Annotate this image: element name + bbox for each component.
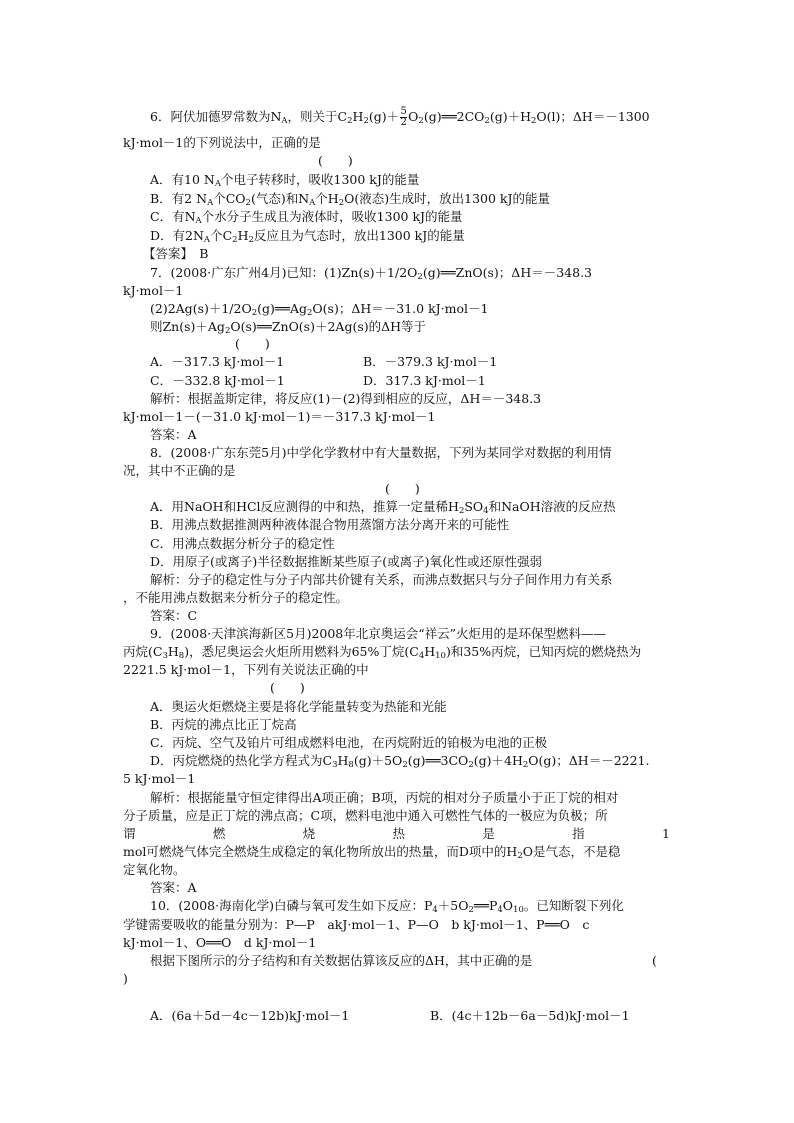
q10-stem-line1: 10．(2008·海南化学)白磷与氧可发生如下反应：$P_4+5O_2══P_4O_{10}$。已知断裂下列化 — [150, 898, 624, 915]
q9-solution-line2: 分子质量，应是正丁烷的沸点高；C项，燃料电池中通入可燃性气体的一极应为负极；所 — [123, 808, 608, 823]
q8-option-b: B．用沸点数据推测两种液体混合物用蒸馏方法分离开来的可能性 — [150, 517, 510, 532]
q7-option-a: A．－317.3 kJ·mol－1 — [150, 354, 285, 369]
q8-option-c: C．用沸点数据分析分子的稳定性 — [150, 536, 335, 551]
q7-solution-line2: kJ·mol－1－(－31.0 kJ·mol－1)＝－317.3 kJ·mol－1 — [123, 409, 436, 424]
q6-option-d: D．有$2N_A$个$C_2H_2$反应且为气态时，放出1300 kJ的能量 — [150, 228, 465, 245]
q7-solution-line1: 解析：根据盖斯定律，将反应(1)－(2)得到相应的反应，ΔH＝－348.3 — [150, 391, 542, 406]
q10-bracket-open: ( — [652, 953, 657, 968]
q7-option-b: B．－379.3 kJ·mol－1 — [363, 354, 498, 369]
q6-option-c: C．有$N_A$个水分子生成且为液体时，吸收1300 kJ的能量 — [150, 209, 463, 226]
q9-solution-line3: 谓 燃 烧 热 是 指 1 — [123, 826, 670, 841]
q7-stem-line1: 7．(2008·广东广州4月)已知：$(1)Zn(s)+1/2O_2(g)══ZnO(s)$；ΔH＝－348.3 — [150, 265, 593, 282]
q10-stem-line4: 根据下图所示的分子结构和有关数据估算该反应的ΔH，其中正确的是 — [150, 953, 533, 968]
q8-answer: 答案：C — [150, 608, 198, 623]
q9-answer-bracket: ( ) — [270, 680, 305, 695]
q9-option-b: B．丙烷的沸点比正丁烷高 — [150, 717, 297, 732]
q7-option-c: C．－332.8 kJ·mol－1 — [150, 373, 285, 388]
q6-option-b: B．有2 $N_A$个$CO_2$(气态)和$N_A$个$H_2O$(液态)生成时，放出1300 kJ的能量 — [150, 191, 550, 208]
q9-solution-line4: mol可燃烧气体完全燃烧生成稳定的氧化物所放出的热量，而D项中的$H_2O$是气态，不是稳 — [123, 844, 621, 861]
q10-bracket-close: ) — [123, 971, 128, 986]
q7-stem-line2: kJ·mol－1 — [123, 283, 184, 298]
q8-stem-line1: 8．(2008·广东东莞5月)中学化学教材中有大量数据，下列为某同学对数据的利用情 — [150, 445, 612, 460]
q7-answer: 答案：A — [150, 427, 197, 442]
q6-stem-line1: 6．阿伏加德罗常数为$N_A$，则关于$C_2H_2(g)+$ $\frac{5}{2}$ $O_2(g)══2CO_2(g)+H_2O(l)$；ΔH＝－1300 — [150, 106, 650, 128]
q9-solution-line1: 解析：根据能量守恒定律得出A项正确；B项，丙烷的相对分子质量小于正丁烷的相对 — [150, 790, 619, 805]
q6-answer: 【答案】 B — [143, 246, 209, 261]
q10-option-b: B．(4c＋12b－6a－5d)kJ·mol－1 — [430, 1008, 630, 1023]
q7-option-d: D．317.3 kJ·mol－1 — [363, 373, 486, 388]
q10-stem-line3: kJ·mol－1、O══O d kJ·mol－1 — [123, 935, 317, 950]
q9-stem-line2: 丙烷$(C_3H_8)$，悉尼奥运会火炬所用燃料为65%丁烷$(C_4H_{10})$和35%丙烷，已知丙烷的燃烧热为 — [123, 644, 642, 661]
q10-stem-line2: 学键需要吸收的能量分别为：P—P akJ·mol－1、P—O b kJ·mol－1、P══O c — [123, 917, 590, 932]
q9-option-a: A．奥运火炬燃烧主要是将化学能量转变为热能和光能 — [150, 699, 447, 714]
q9-option-d-line1: D．丙烷燃烧的热化学方程式为$C_3H_8(g)+5O_2(g)══3CO_2(g)+4H_2O(g)$；ΔH＝－2221. — [150, 753, 650, 770]
q8-stem-line2: 况，其中不正确的是 — [123, 463, 236, 478]
fraction-five-halves: $\frac{5}{2}$ — [400, 106, 407, 128]
q8-option-a: A．用NaOH和HCl反应测得的中和热，推算一定量稀$H_2SO_4$和NaOH溶液的反应热 — [150, 499, 616, 516]
q10-option-a: A．(6a＋5d－4c－12b)kJ·mol－1 — [150, 1008, 350, 1023]
q8-solution-line2: ，不能用沸点数据来分析分子的稳定性。 — [123, 590, 349, 605]
q9-stem-line1: 9．(2008·天津滨海新区5月)2008年北京奥运会“祥云”火炬用的是环保型燃料—— — [150, 626, 607, 641]
q8-option-d: D．用原子(或离子)半径数据推断某些原子(或离子)氧化性或还原性强弱 — [150, 554, 543, 569]
q7-answer-bracket: ( ) — [235, 336, 270, 351]
q7-stem-line3: $(2)2Ag(s)+1/2O_2(g)══Ag_2O(s)$；ΔH＝－31.0 kJ·mol－1 — [150, 301, 489, 318]
q9-option-c: C．丙烷、空气及铂片可组成燃料电池，在丙烷附近的铂极为电池的正极 — [150, 735, 548, 750]
q9-option-d-line2: 5 kJ·mol－1 — [123, 771, 196, 786]
q6-answer-bracket: ( ) — [318, 153, 353, 168]
q9-answer: 答案：A — [150, 880, 197, 895]
q8-answer-bracket: ( ) — [385, 481, 420, 496]
q6-option-a: A．有10 $N_A$个电子转移时，吸收1300 kJ的能量 — [150, 172, 420, 189]
q7-stem-line4: 则$Zn(s)+Ag_2O(s)══ZnO(s)+2Ag(s)$的ΔH等于 — [150, 319, 427, 336]
q9-solution-line5: 定氧化物。 — [123, 862, 186, 877]
q9-stem-line3: 2221.5 kJ·mol－1，下列有关说法正确的中 — [123, 662, 369, 677]
q6-stem-line2: kJ·mol－1的下列说法中，正确的是 — [123, 135, 321, 150]
q8-solution-line1: 解析：分子的稳定性与分子内部共价键有关系，而沸点数据只与分子间作用力有关系 — [150, 572, 613, 587]
